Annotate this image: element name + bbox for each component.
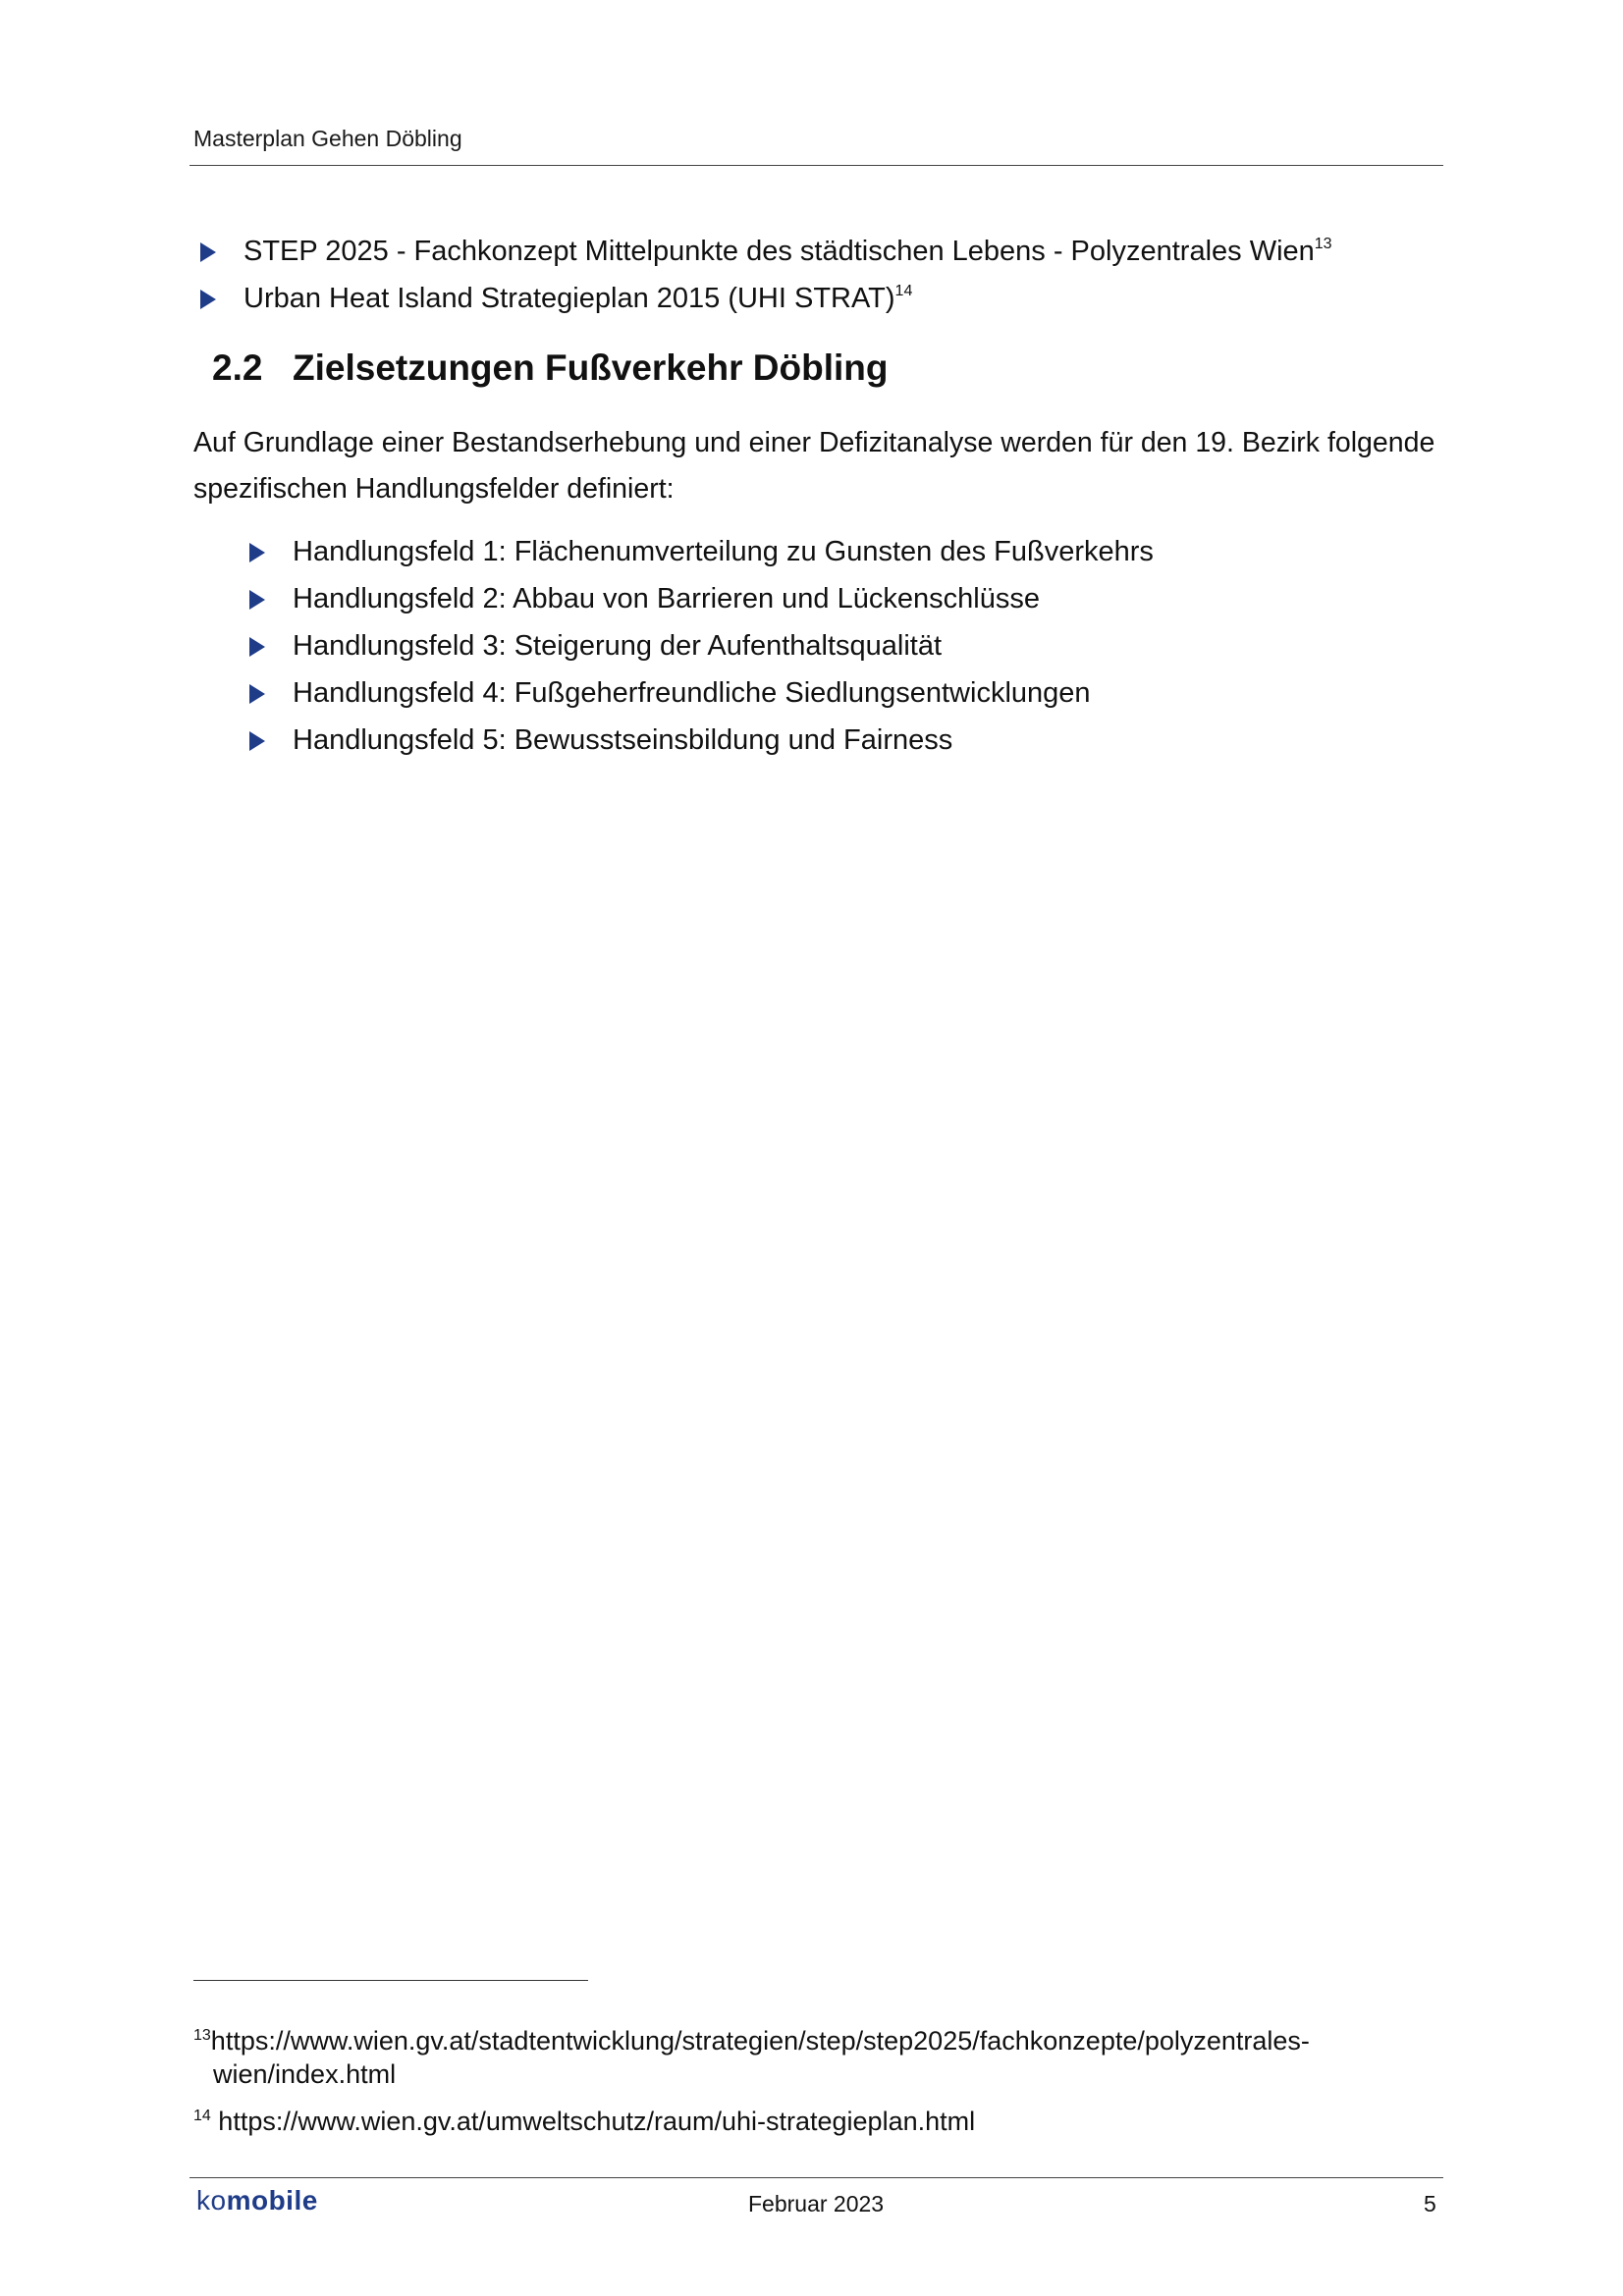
footnote-ref: 14: [894, 283, 913, 299]
footer-date: Februar 2023: [748, 2191, 885, 2216]
list-item: [249, 534, 1154, 569]
section-title: Zielsetzungen Fußverkehr Döbling: [293, 347, 889, 388]
list-item-text: STEP 2025 - Fachkonzept Mittelpunkte des städtischen Lebens - Polyzentrales Wien: [243, 236, 1315, 267]
triangle-bullet-icon: [200, 290, 216, 309]
intro-paragraph: Auf Grundlage einer Bestandserhebung und einer Defizitanalyse werden für den 19. Bezirk folgende spezifischen Handlungsfelder definiert:: [193, 427, 1435, 505]
running-header: Masterplan Gehen Döbling: [193, 126, 462, 151]
header-divider: [189, 165, 1443, 166]
footnote-divider: [193, 1980, 588, 1981]
list-item: [249, 628, 942, 664]
triangle-bullet-icon: [249, 543, 265, 562]
footer-divider: [189, 2177, 1443, 2178]
section-heading: [212, 347, 888, 389]
list-item: [200, 234, 1332, 269]
list-item: [249, 722, 952, 758]
list-item-text: Handlungsfeld 3: Steigerung der Aufenthaltsqualität: [293, 630, 943, 662]
footnote-link[interactable]: https://www.wien.gv.at/stadtentwicklung/strategien/step/step2025/fachkonzepte/polyzentrales-: [210, 2026, 1310, 2056]
triangle-bullet-icon: [200, 242, 216, 262]
footnote-14: [193, 2105, 975, 2138]
triangle-bullet-icon: [249, 731, 265, 751]
footnote-number: 13: [193, 2027, 211, 2044]
footnote-link-continuation[interactable]: wien/index.html: [213, 2059, 397, 2089]
list-item-text: Handlungsfeld 2: Abbau von Barrieren und Lückenschlüsse: [293, 583, 1040, 614]
list-item: [249, 581, 1040, 616]
list-item-text: Handlungsfeld 5: Bewusstseinsbildung und Fairness: [293, 724, 953, 756]
list-item: [200, 281, 912, 316]
list-item-text: Handlungsfeld 4: Fußgeherfreundliche Siedlungsentwicklungen: [293, 677, 1091, 709]
footnote-ref: 13: [1314, 236, 1332, 252]
section-number: 2.2: [212, 347, 263, 388]
triangle-bullet-icon: [249, 684, 265, 704]
triangle-bullet-icon: [249, 590, 265, 610]
list-item-text: Handlungsfeld 1: Flächenumverteilung zu Gunsten des Fußverkehrs: [293, 536, 1154, 567]
triangle-bullet-icon: [249, 637, 265, 657]
page-number: 5: [1424, 2191, 1436, 2216]
list-item-text: Urban Heat Island Strategieplan 2015 (UHI STRAT): [243, 283, 895, 314]
list-item: [249, 675, 1091, 711]
footnote-number: 14: [193, 2108, 211, 2124]
footnote-13: [193, 2024, 1310, 2091]
komobile-logo: komobile: [196, 2185, 318, 2216]
footnote-link[interactable]: https://www.wien.gv.at/umweltschutz/raum/uhi-strategieplan.html: [210, 2107, 976, 2136]
